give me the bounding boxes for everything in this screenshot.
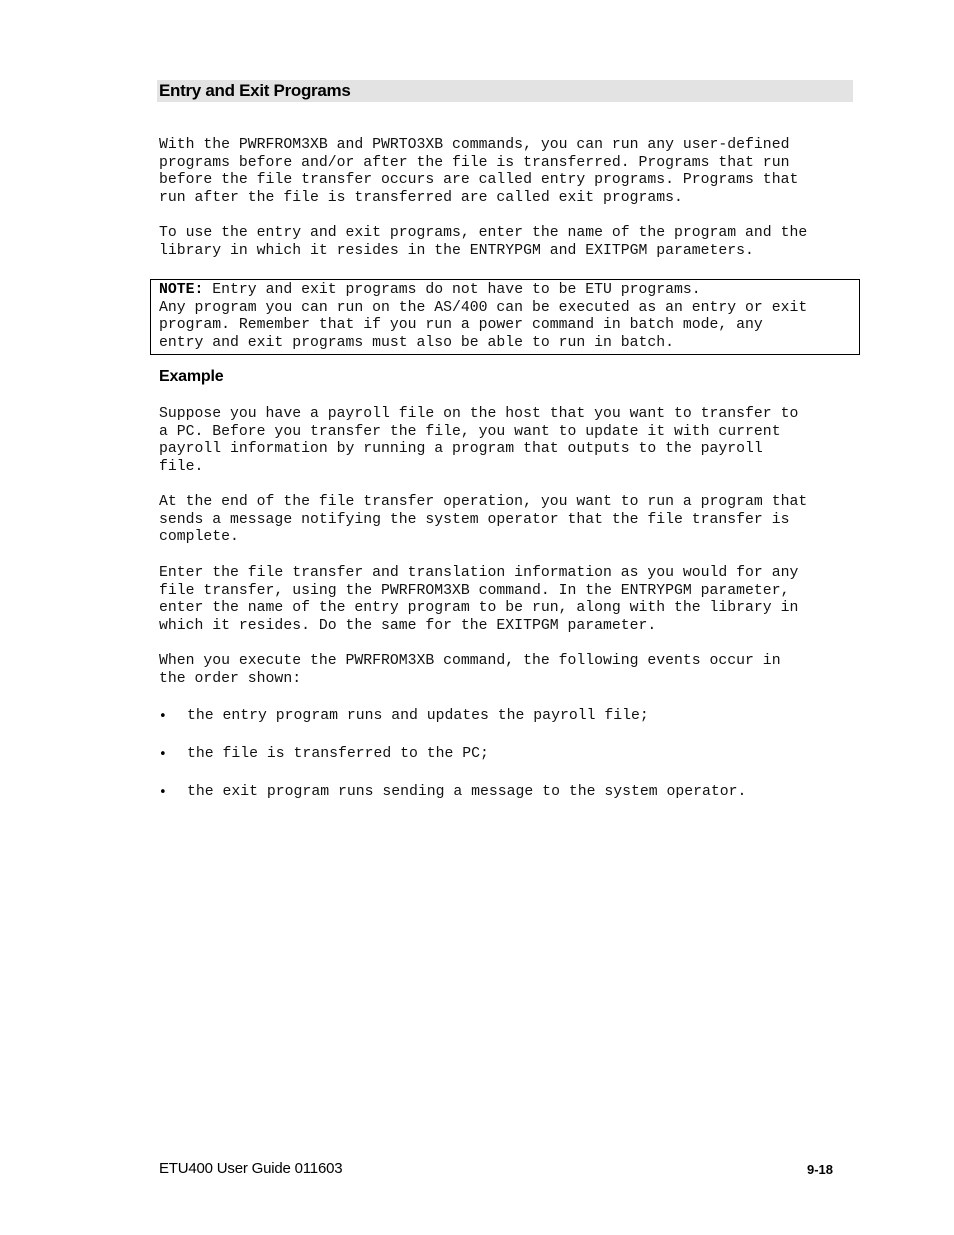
bullet-icon: • <box>159 747 167 762</box>
list-item-text: the file is transferred to the PC; <box>187 746 489 762</box>
list-item-text: the exit program runs sending a message to the system operator. <box>187 784 747 800</box>
note-first-line <box>159 282 859 300</box>
bullet-icon: • <box>159 709 167 724</box>
note-first-line-text: Entry and exit programs do not have to be ETU programs. <box>203 282 701 298</box>
intro-paragraph-1: With the PWRFROM3XB and PWRTO3XB commands, you can run any user-defined programs before and/or after the file is transferred. Programs that run before the file transfer occurs are called entry programs. Programs that run after the file is transferred are called exit programs. <box>159 137 799 206</box>
example-paragraph-4: When you execute the PWRFROM3XB command, the following events occur in the order shown: <box>159 653 781 687</box>
note-body: Any program you can run on the AS/400 can be executed as an entry or exit program. Remember that if you run a power command in batch mode, any entry and exit programs must also be able to run in batch. <box>159 299 808 351</box>
list-item-text: the entry program runs and updates the payroll file; <box>187 708 649 724</box>
footer-page-number: 9-18 <box>806 1162 833 1177</box>
example-paragraph-2: At the end of the file transfer operation, you want to run a program that sends a message notifying the system operator that the file transfer is complete. <box>159 494 808 546</box>
bullet-icon: • <box>159 785 167 800</box>
example-paragraph-1: Suppose you have a payroll file on the host that you want to transfer to a PC. Before you transfer the file, you want to update it with current payroll information by running a program that outputs to the payroll file. <box>159 406 799 475</box>
note-label: NOTE: <box>159 282 204 298</box>
example-heading: Example <box>159 368 224 385</box>
note-box <box>150 279 860 355</box>
footer-doc-title: ETU400 User Guide 011603 <box>159 1160 343 1177</box>
example-paragraph-3: Enter the file transfer and translation information as you would for any file transfer, using the PWRFROM3XB command. In the ENTRYPGM parameter, enter the name of the entry program to be run, along with the library in which it resides. Do the same for the EXITPGM parameter. <box>159 565 799 634</box>
intro-paragraph-2: To use the entry and exit programs, enter the name of the program and the library in which it resides in the ENTRYPGM and EXITPGM parameters. <box>159 225 808 259</box>
section-heading: Entry and Exit Programs <box>157 80 853 102</box>
